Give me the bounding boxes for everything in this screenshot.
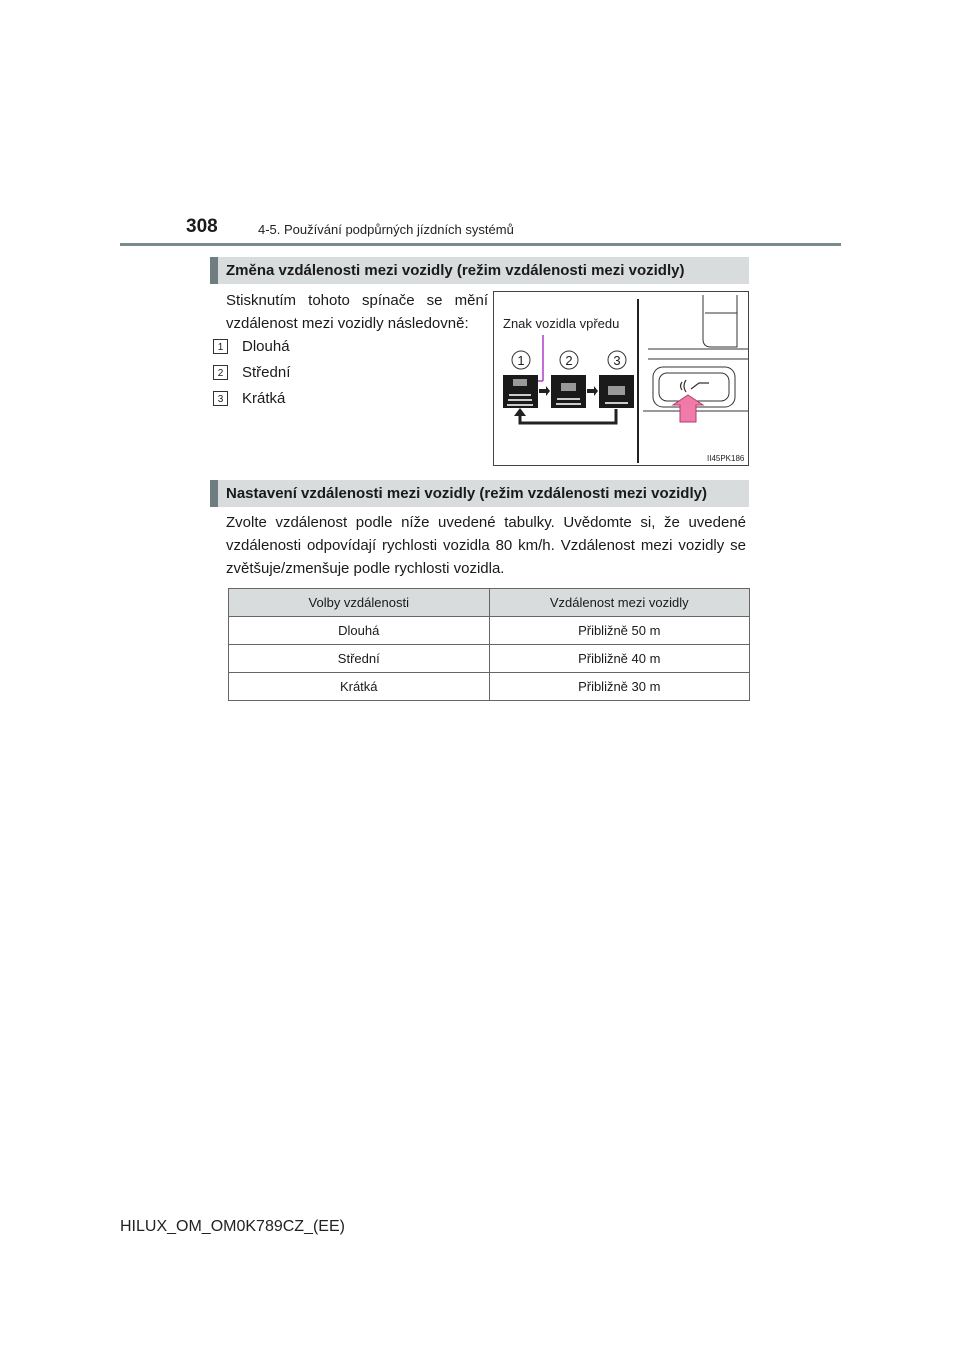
step-label: Střední [242, 364, 291, 381]
callout-2: 2 [565, 353, 573, 368]
section-heading-change-distance: Změna vzdálenosti mezi vozidly (režim vzdálenosti mezi vozidly) [210, 257, 749, 284]
callout-1: 1 [517, 353, 525, 368]
figure-code: II45PK186 [707, 454, 745, 463]
chapter-title: 4-5. Používání podpůrných jízdních systémů [258, 222, 514, 237]
table-header-row [229, 589, 750, 617]
step-label: Dlouhá [242, 338, 290, 355]
indicator-short-icon [599, 375, 634, 408]
document-code: HILUX_OM_OM0K789CZ_(EE) [120, 1218, 345, 1235]
table-cell: Přibližně 40 m [489, 645, 750, 673]
table-cell: Dlouhá [229, 617, 490, 645]
step-number: 3 [213, 391, 228, 406]
callout-3: 3 [613, 353, 621, 368]
intro-line-2: vzdálenost mezi vozidly následovně: [226, 315, 469, 332]
step-label: Krátká [242, 390, 286, 407]
table-cell: Krátká [229, 673, 490, 701]
step-number: 1 [213, 339, 228, 354]
table-cell: Střední [229, 645, 490, 673]
page-number: 308 [186, 216, 218, 237]
column-header: Vzdálenost mezi vozidly [489, 589, 750, 617]
figure-label-front-vehicle: Znak vozidla vpředu [503, 316, 620, 331]
step-number: 2 [213, 365, 228, 380]
distance-table [228, 588, 750, 701]
column-header: Volby vzdálenosti [229, 589, 490, 617]
indicator-medium-icon [551, 375, 586, 408]
body-text: Zvolte vzdálenost podle níže uvedené tabulky. Uvědomte si, že uvedené vzdálenosti odpovídají rychlosti vozidla 80 km/h. Vzdálenost mezi vozidly se zvětšuje/zmenšuje podle rychlosti vozidla. [226, 514, 746, 577]
table-cell: Přibližně 50 m [489, 617, 750, 645]
header-divider [120, 243, 841, 246]
section-heading-set-distance: Nastavení vzdálenosti mezi vozidly (režim vzdálenosti mezi vozidly) [210, 480, 749, 507]
distance-switch-figure [493, 291, 749, 466]
intro-text [226, 289, 488, 335]
table-row [229, 673, 750, 701]
table-row [229, 617, 750, 645]
table-cell: Přibližně 30 m [489, 673, 750, 701]
indicator-long-icon [503, 375, 538, 408]
intro-line-1: Stisknutím tohoto spínače se mění [226, 292, 488, 309]
table-row [229, 645, 750, 673]
